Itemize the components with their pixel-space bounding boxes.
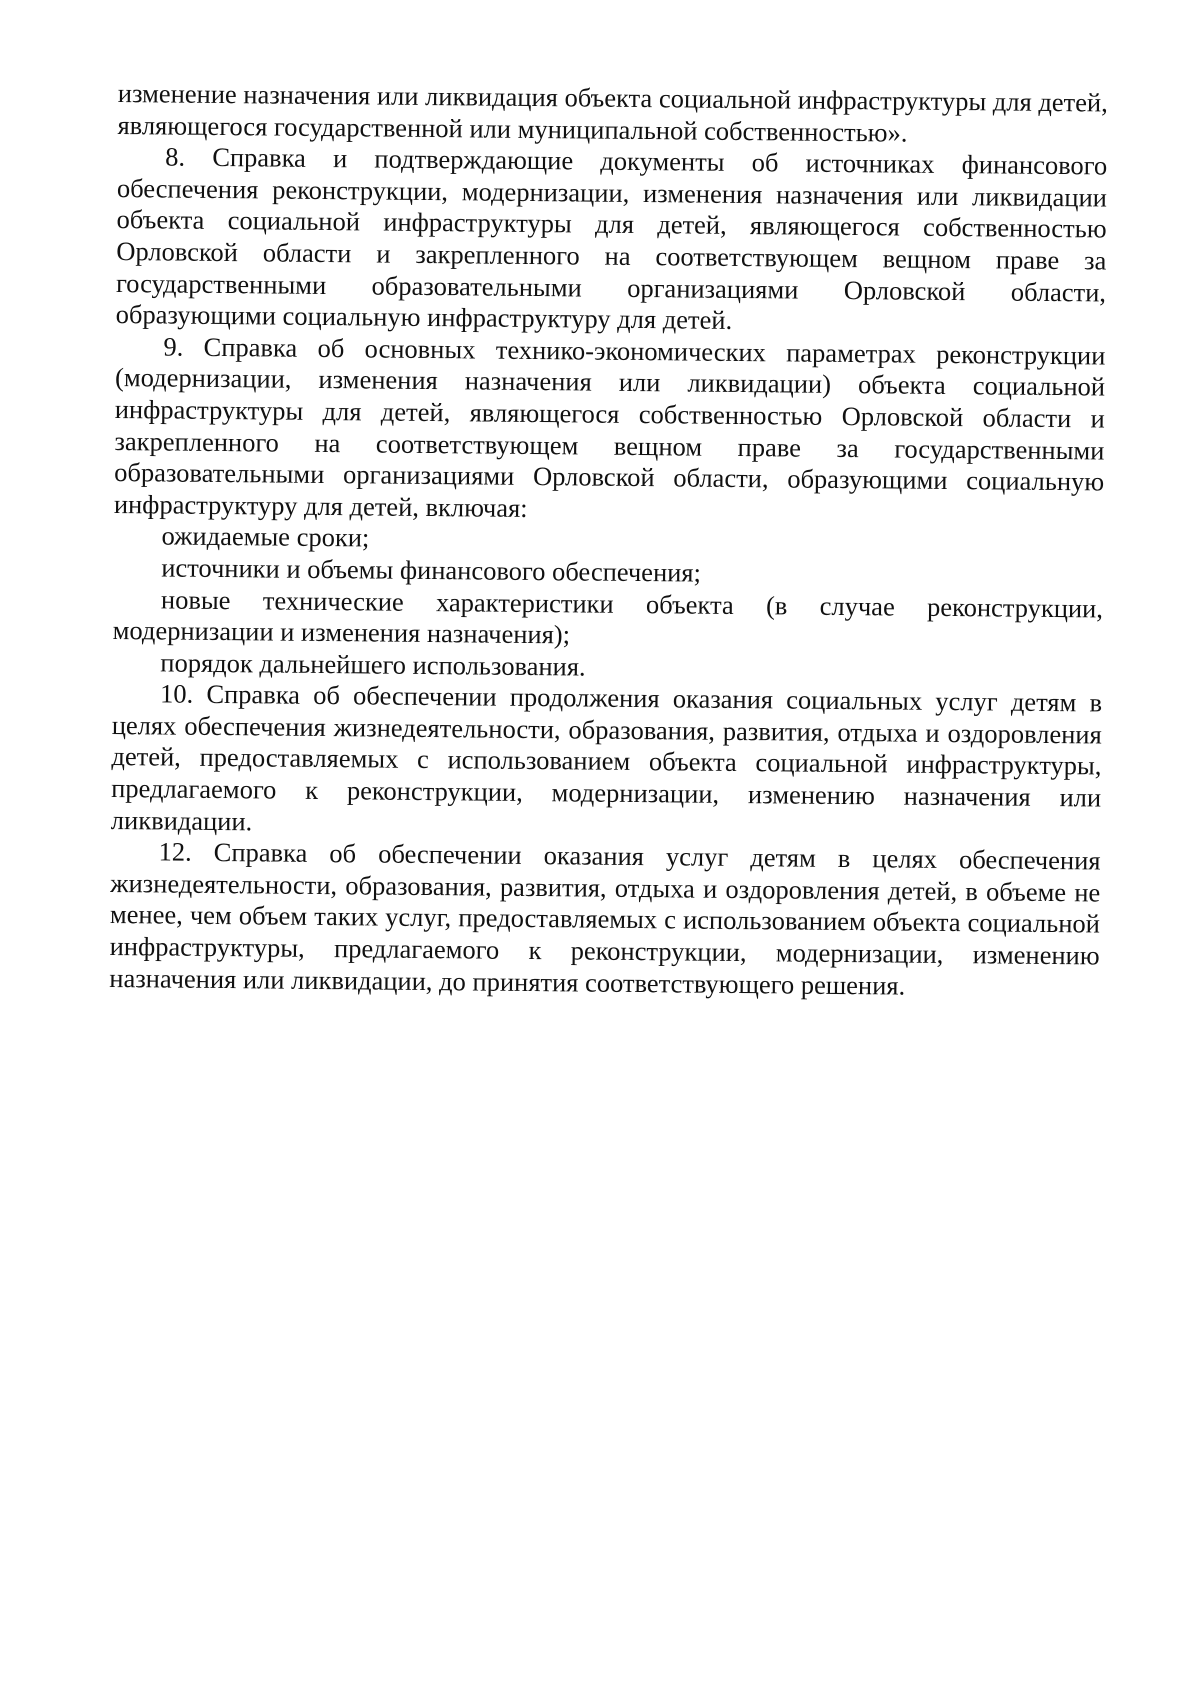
paragraph-item-12: 12. Справка об обеспечении оказания услуг детям в целях обеспечения жизнедеятельности, образования, развития, отдыха и оздоровления детей, в объеме не менее, чем объем таких услуг, предоставляемых с использованием объекта социальной инфраструктуры, предлагаемого к реконструкции, модернизации, изменению назначения или ликвидации, до принятия соответствующего решения. bbox=[109, 836, 1101, 1001]
paragraph-continuation: изменение назначения или ликвидация объекта социальной инфраструктуры для детей, являющегося государственной или муниципальной собственностью». bbox=[117, 78, 1108, 148]
paragraph-item-9: 9. Справка об основных технико-экономических параметрах реконструкции (модернизации, изменения назначения или ликвидации) объекта социальной инфраструктуры для детей, являющегося собственностью Орловской области и закрепленного на соответствующем вещном праве за государственными образовательными организациями Орловской области, образующими социальную инфраструктуру для детей, включая: bbox=[113, 331, 1106, 523]
paragraph-item-8: 8. Справка и подтверждающие документы об источниках финансового обеспечения реконструкции, модернизации, изменения назначения или ликвидации объекта социальной инфраструктуры для детей, являющегося собственностью Орловской области и закрепленного на соответствующем вещном праве за государственными образовательными организациями Орловской области, образующими социальную инфраструктуру для детей. bbox=[115, 141, 1108, 336]
document-body bbox=[109, 78, 1108, 1004]
paragraph-item-9-expected-terms: ожидаемые сроки; bbox=[161, 520, 370, 553]
paragraph-item-9-further-use: порядок дальнейшего использования. bbox=[160, 647, 586, 682]
paragraph-item-9-new-characteristics: новые технические характеристики объекта (в случае реконструкции, модернизации и изменения назначения); bbox=[112, 583, 1104, 650]
paragraph-item-9-funding-sources: источники и объемы финансового обеспечения; bbox=[161, 552, 702, 588]
paragraph-item-10: 10. Справка об обеспечении продолжения оказания социальных услуг детям в целях обеспечения жизнедеятельности, образования, развития, отдыха и оздоровления детей, предоставляемых с использованием объекта социальной инфраструктуры, предлагаемого к реконструкции, модернизации, изменению назначения или ликвидации. bbox=[110, 678, 1103, 836]
